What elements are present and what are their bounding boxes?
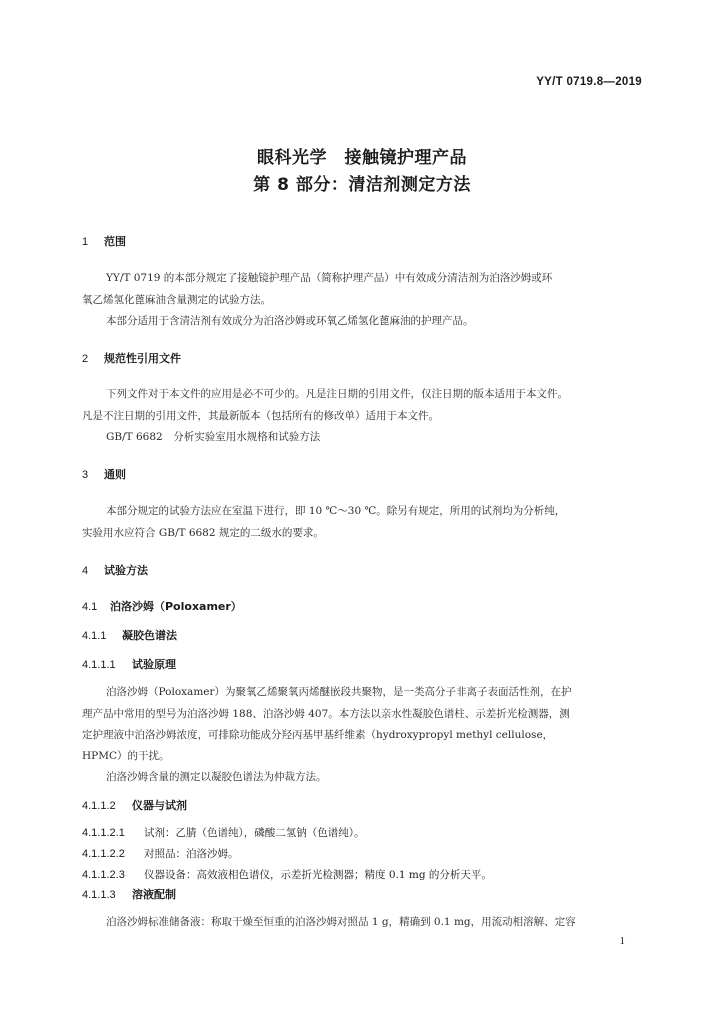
paragraph-line: 氧乙烯氢化蓖麻油含量测定的试验方法。 [82, 294, 271, 306]
section-4-1-1-heading [82, 627, 177, 643]
paragraph-line: 实验用水应符合 GB/T 6682 规定的二级水的要求。 [82, 527, 324, 539]
section-title: 泊洛沙姆（Poloxamer） [110, 600, 242, 613]
section-number: 4.1 [82, 601, 98, 613]
paragraph-line: 下列文件对于本文件的应用是必不可少的。凡是注日期的引用文件，仅注日期的版本适用于本文件。 [106, 388, 568, 400]
paragraph-line: 定护理液中泊洛沙姆浓度，可排除功能成分羟丙基甲基纤维素（hydroxypropyl methyl cellulose， [82, 729, 554, 741]
section-title: 仪器与试剂 [132, 799, 187, 812]
section-title: 范围 [104, 235, 126, 248]
paragraph-line: 理产品中常用的型号为泊洛沙姆 188、泊洛沙姆 407。本方法以亲水性凝胶色谱柱、示差折光检测器，测 [82, 708, 570, 720]
section-title: 试验原理 [132, 658, 176, 671]
clause-4-1-1-2-2 [82, 846, 239, 861]
paragraph-line: 凡是不注日期的引用文件，其最新版本（包括所有的修改单）适用于本文件。 [82, 410, 439, 422]
section-title: 溶液配制 [132, 888, 176, 901]
clause-text: 对照品：泊洛沙姆。 [144, 848, 239, 860]
paragraph-line: 泊洛沙姆（Poloxamer）为聚氧乙烯聚氧丙烯醚嵌段共聚物，是一类高分子非离子表面活性剂，在护 [106, 686, 572, 698]
section-4-1-1-1-heading [82, 656, 176, 672]
section-4-1-1-2-heading [82, 797, 187, 813]
paragraph-line: HPMC）的干扰。 [82, 750, 170, 762]
section-number: 4.1.1.1 [82, 659, 116, 671]
document-title-line2: 第 8 部分：清洁剂测定方法 [253, 175, 471, 195]
paragraph-line: 本部分规定的试验方法应在室温下进行，即 10 ℃～30 ℃。除另有规定，所用的试剂均为分析纯， [106, 505, 566, 517]
standard-code: YY/T 0719.8—2019 [536, 76, 642, 88]
paragraph-line: 泊洛沙姆标准储备液：称取干燥至恒重的泊洛沙姆对照品 1 g，精确到 0.1 mg，用流动相溶解、定容 [106, 916, 576, 928]
section-3-heading [82, 466, 126, 482]
clause-number: 4.1.1.2.3 [82, 869, 125, 881]
section-number: 3 [82, 469, 89, 481]
clause-4-1-1-2-1 [82, 825, 365, 840]
page-number: 1 [619, 935, 625, 947]
section-4-heading [82, 562, 148, 578]
section-title: 通则 [104, 468, 126, 481]
section-4-1-heading [82, 598, 242, 614]
section-title: 试验方法 [104, 564, 148, 577]
clause-4-1-1-2-3 [82, 867, 492, 882]
document-title-line1: 眼科光学 接触镜护理产品 [257, 148, 467, 168]
section-title: 规范性引用文件 [104, 352, 181, 365]
section-number: 2 [82, 353, 89, 365]
section-number: 4.1.1.3 [82, 889, 116, 901]
clause-number: 4.1.1.2.1 [82, 827, 125, 839]
section-title: 凝胶色谱法 [122, 629, 177, 642]
clause-text: 仪器设备：高效液相色谱仪，示差折光检测器；精度 0.1 mg 的分析天平。 [144, 869, 492, 881]
section-number: 4.1.1.2 [82, 800, 116, 812]
section-number: 4.1.1 [82, 630, 107, 642]
clause-number: 4.1.1.2.2 [82, 848, 125, 860]
clause-text: 试剂：乙腈（色谱纯），磷酸二氢钠（色谱纯）。 [144, 827, 365, 839]
paragraph-line: 泊洛沙姆含量的测定以凝胶色谱法为仲裁方法。 [106, 771, 327, 783]
section-number: 4 [82, 565, 89, 577]
section-1-heading [82, 233, 126, 249]
section-number: 1 [82, 236, 89, 248]
section-4-1-1-3-heading [82, 886, 176, 902]
normative-reference: GB/T 6682 分析实验室用水规格和试验方法 [106, 431, 321, 443]
paragraph-line: 本部分适用于含清洁剂有效成分为泊洛沙姆或环氧乙烯氢化蓖麻油的护理产品。 [106, 315, 474, 327]
paragraph-line: YY/T 0719 的本部分规定了接触镜护理产品（简称护理产品）中有效成分清洁剂为泊洛沙姆或环 [106, 272, 553, 284]
section-2-heading [82, 350, 181, 366]
